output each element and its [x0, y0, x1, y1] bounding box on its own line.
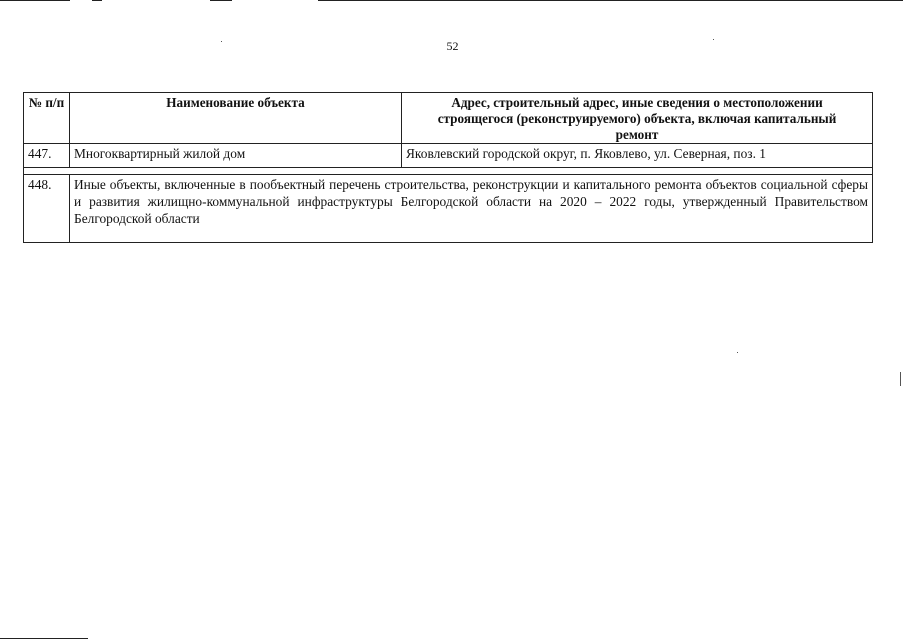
object-name: Многоквартирный жилой дом: [70, 144, 402, 168]
table-spacer-row: [24, 168, 873, 175]
row-number: 448.: [24, 175, 70, 243]
object-description: Иные объекты, включенные в пообъектный перечень строительства, реконструкции и капитального ремонта объектов социальной сферы и развития жилищно-коммунальной инфраструктуры Белгородской области на 2020 – 2022 годы, утвержденный Правительством Белгородской области: [70, 175, 873, 243]
bottom-edge-rule: [0, 638, 88, 639]
row-number: 447.: [24, 144, 70, 168]
top-edge-rule: [210, 0, 232, 1]
spacer-cell: [24, 168, 873, 175]
table-header-row: [24, 93, 873, 144]
header-address: Адрес, строительный адрес, иные сведения о местоположении строящегося (реконструируемого) объекта, включая капитальный ремонт: [402, 93, 873, 144]
scan-speck: [737, 352, 738, 353]
top-edge-rule: [0, 0, 70, 1]
objects-table: [23, 92, 873, 243]
header-num: № п/п: [24, 93, 70, 144]
table-row: [24, 175, 873, 243]
top-edge-rule: [92, 0, 102, 1]
scan-speck: [900, 372, 901, 386]
page-number: 52: [446, 39, 459, 53]
header-name: Наименование объекта: [70, 93, 402, 144]
top-edge-rule: [318, 0, 903, 1]
table-row: [24, 144, 873, 168]
object-address: Яковлевский городской округ, п. Яковлево, ул. Северная, поз. 1: [402, 144, 873, 168]
